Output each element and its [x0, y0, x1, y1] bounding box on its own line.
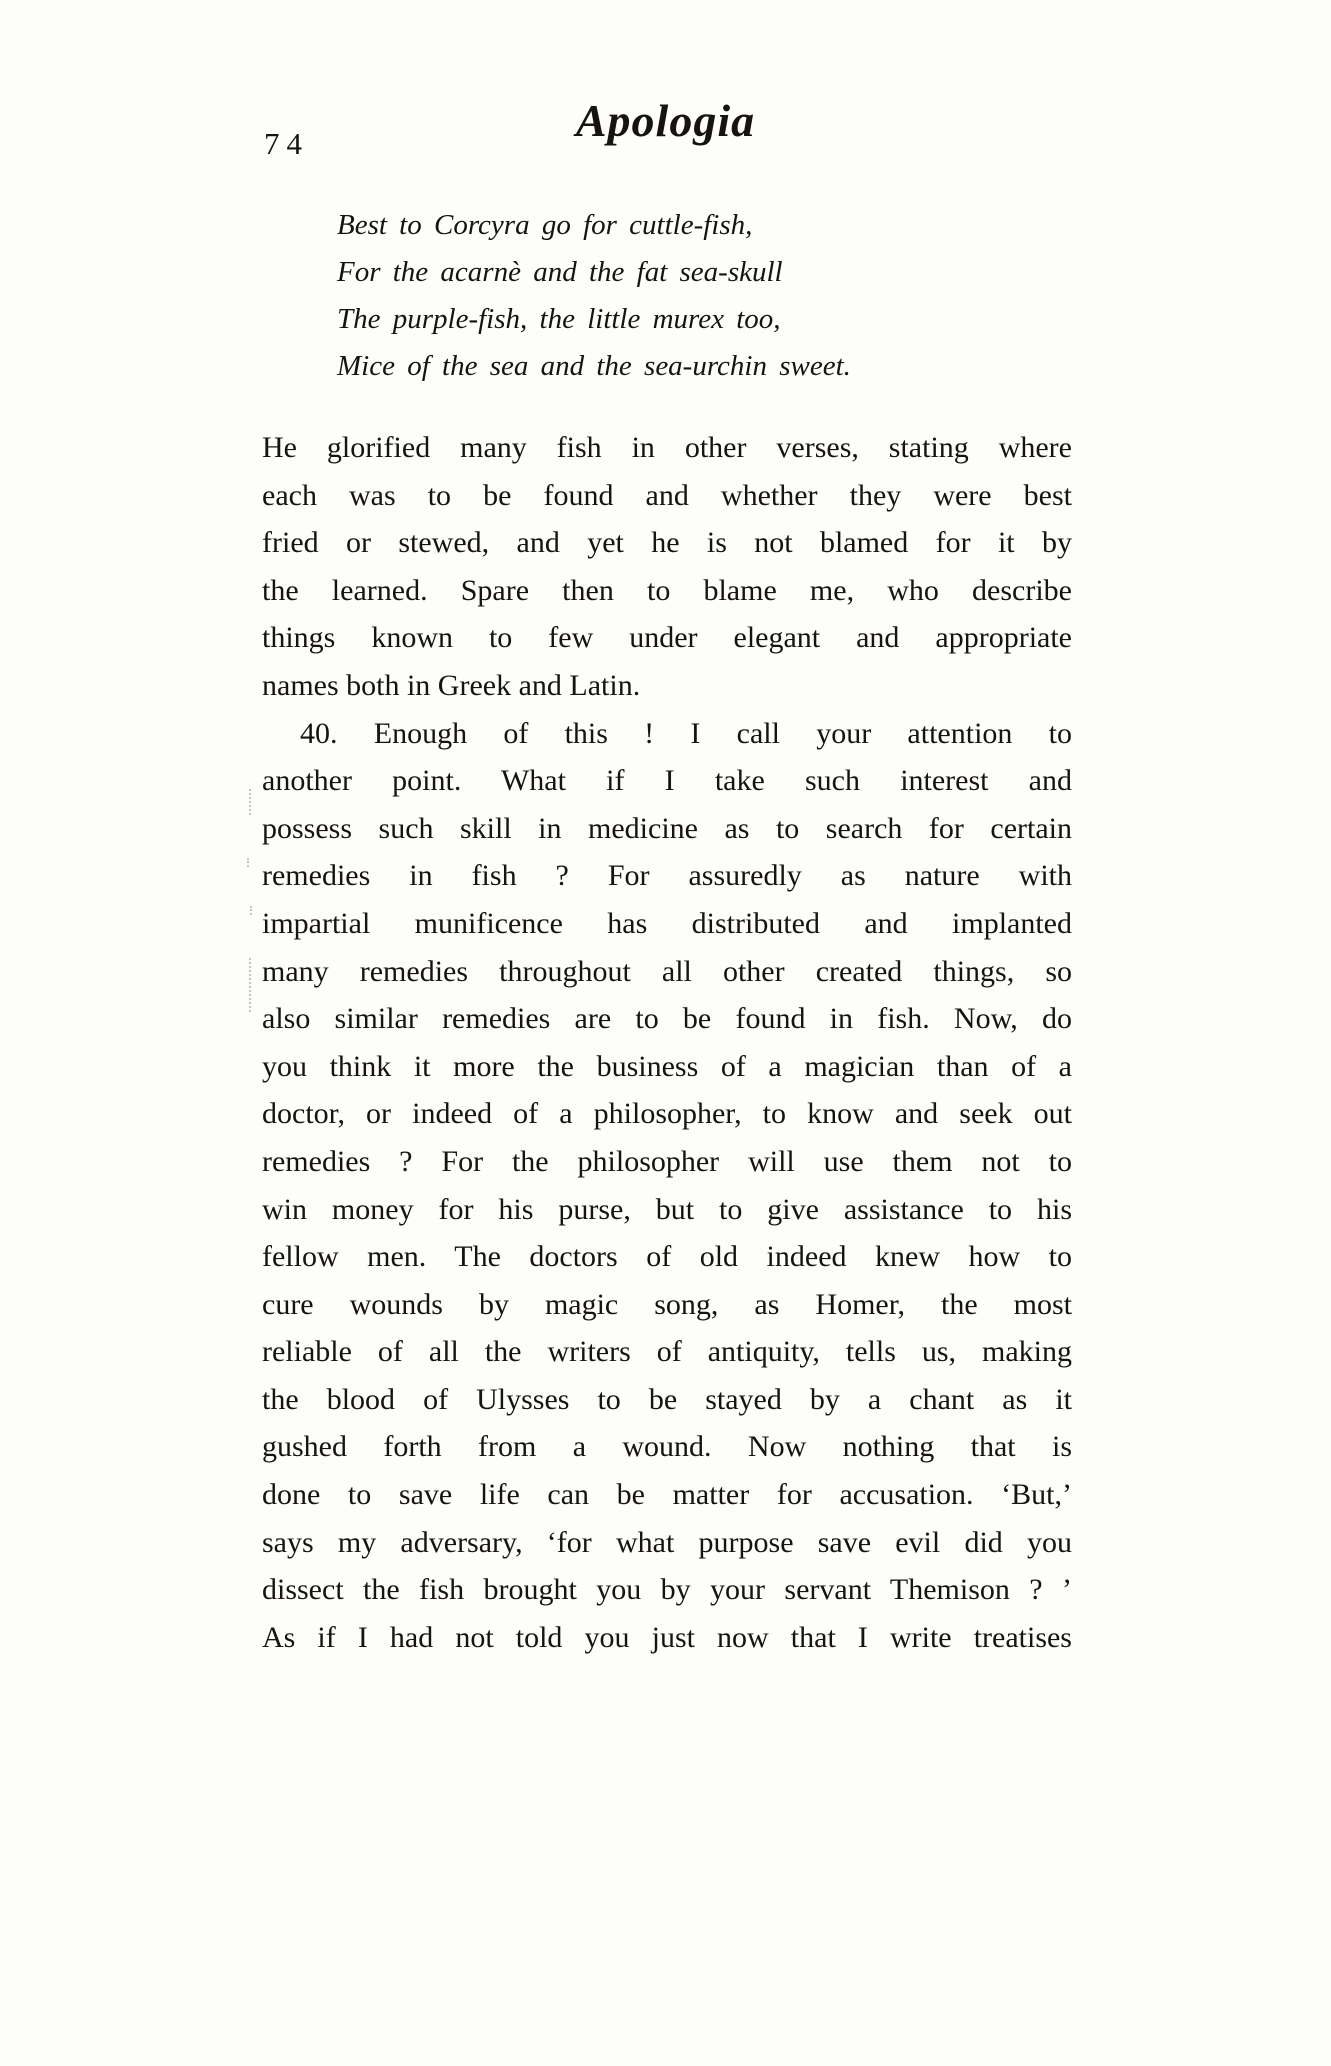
body-text-line: cure wounds by magic song, as Homer, the most — [262, 1287, 1072, 1321]
body-text-line: reliable of all the writers of antiquity, tells us, making — [262, 1335, 1072, 1369]
body-text-line: another point. What if I take such interest and — [262, 764, 1072, 798]
running-title: Apologia — [575, 95, 756, 146]
body-text-line: win money for his purse, but to give assistance to his — [262, 1192, 1072, 1226]
verse-line: For the acarnè and the fat sea-skull — [337, 256, 783, 288]
body-text-line: gushed forth from a wound. Now nothing that is — [262, 1430, 1072, 1464]
verse-line: Best to Corcyra go for cuttle-fish, — [337, 209, 753, 241]
body-text-line: things known to few under elegant and appropriate — [262, 621, 1072, 655]
verse-line: Mice of the sea and the sea-urchin sweet. — [337, 350, 851, 382]
body-text-line: the learned. Spare then to blame me, who describe — [262, 573, 1072, 607]
body-text-line: the blood of Ulysses to be stayed by a chant as it — [262, 1382, 1072, 1416]
body-text-line: each was to be found and whether they were best — [262, 478, 1072, 512]
body-text-line: doctor, or indeed of a philosopher, to know and seek out — [262, 1097, 1072, 1131]
body-text-line: dissect the fish brought you by your servant Themison ? ’ — [262, 1573, 1072, 1607]
verse-line: The purple-fish, the little murex too, — [337, 303, 781, 335]
body-text-line: also similar remedies are to be found in fish. Now, do — [262, 1002, 1072, 1036]
scan-artifact — [247, 858, 249, 867]
body-text-line: possess such skill in medicine as to search for certain — [262, 811, 1072, 845]
body-text-line: remedies ? For the philosopher will use them not to — [262, 1144, 1072, 1178]
scan-artifact — [249, 958, 251, 1012]
body-text-line: He glorified many fish in other verses, stating where — [262, 431, 1072, 464]
body-text-line: impartial munificence has distributed and implanted — [262, 906, 1072, 940]
scan-artifact — [250, 906, 252, 915]
page-number: 74 — [264, 126, 309, 161]
body-text-line: many remedies throughout all other created things, so — [262, 954, 1072, 988]
body-text-line: done to save life can be matter for accusation. ‘But,’ — [262, 1478, 1072, 1512]
body-text-line section-40-start: 40. Enough of this ! I call your attention to — [300, 716, 1072, 750]
verse-quotation — [337, 202, 1077, 390]
body-text-line: remedies in fish ? For assuredly as nature with — [262, 859, 1072, 893]
body-text-line: says my adversary, ‘for what purpose save evil did you — [262, 1525, 1072, 1559]
body-text-line: fellow men. The doctors of old indeed knew how to — [262, 1240, 1072, 1274]
body-text-line: As if I had not told you just now that I write treatises — [262, 1620, 1072, 1654]
body-text-line: fried or stewed, and yet he is not blamed for it by — [262, 526, 1072, 560]
scan-artifact — [249, 789, 251, 815]
body-text — [262, 424, 1072, 1661]
body-text-line: you think it more the business of a magician than of a — [262, 1049, 1072, 1083]
body-text-line: names both in Greek and Latin. — [262, 668, 641, 702]
